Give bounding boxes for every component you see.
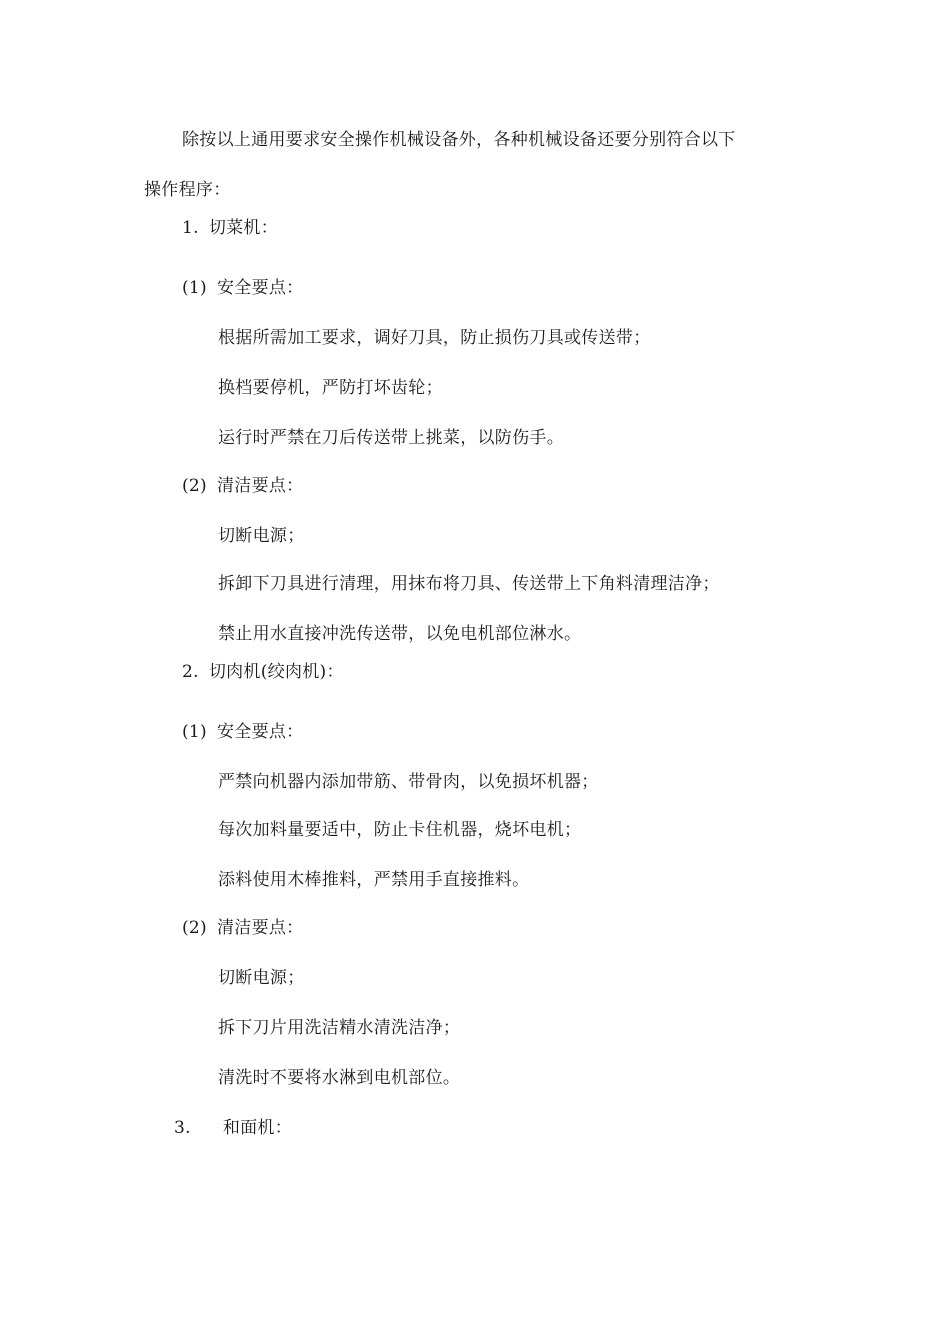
section-heading-1 [182, 216, 278, 240]
list-item: 添料使用木棒推料，严禁用手直接推料。 [218, 870, 530, 890]
section-number: 1. [182, 218, 199, 238]
list-item: 换档要停机，严防打坏齿轮； [218, 378, 443, 398]
subsection-marker: (2) [182, 918, 207, 938]
list-item: 每次加料量要适中，防止卡住机器，烧坏电机； [218, 820, 582, 840]
subsection-title: 安全要点： [216, 722, 304, 742]
list-item: 拆卸下刀具进行清理，用抹布将刀具、传送带上下角料清理洁净； [218, 574, 720, 594]
list-item: 根据所需加工要求，调好刀具，防止损伤刀具或传送带； [218, 328, 651, 348]
list-item: 切断电源； [218, 968, 305, 988]
subsection-marker: (1) [182, 278, 207, 298]
intro-paragraph-line-1: 除按以上通用要求安全操作机械设备外，各种机械设备还要分别符合以下 [182, 130, 736, 150]
subsection-title: 清洁要点： [216, 476, 304, 496]
subsection-marker: (1) [182, 722, 207, 742]
list-item: 清洗时不要将水淋到电机部位。 [218, 1068, 461, 1088]
section-heading-2 [182, 660, 344, 684]
intro-paragraph-line-2: 操作程序： [144, 180, 231, 200]
subsection-heading [182, 720, 303, 744]
list-item: 禁止用水直接冲洗传送带，以免电机部位淋水。 [218, 624, 582, 644]
subsection-heading [182, 276, 303, 300]
subsection-title: 清洁要点： [216, 918, 304, 938]
section-heading-3 [174, 1116, 292, 1140]
subsection-heading [182, 474, 303, 498]
list-item: 切断电源； [218, 526, 305, 546]
list-item: 严禁向机器内添加带筋、带骨肉，以免损坏机器； [218, 772, 599, 792]
section-number: 3. [174, 1118, 191, 1138]
subsection-heading [182, 916, 303, 940]
subsection-title: 安全要点： [216, 278, 304, 298]
section-title: 切肉机(绞肉机)： [208, 662, 344, 682]
section-number: 2. [182, 662, 199, 682]
subsection-marker: (2) [182, 476, 207, 496]
list-item: 拆下刀片用洗洁精水清洗洁净； [218, 1018, 461, 1038]
list-item: 运行时严禁在刀后传送带上挑菜，以防伤手。 [218, 428, 564, 448]
section-title: 和面机： [222, 1118, 293, 1138]
section-title: 切菜机： [208, 218, 279, 238]
